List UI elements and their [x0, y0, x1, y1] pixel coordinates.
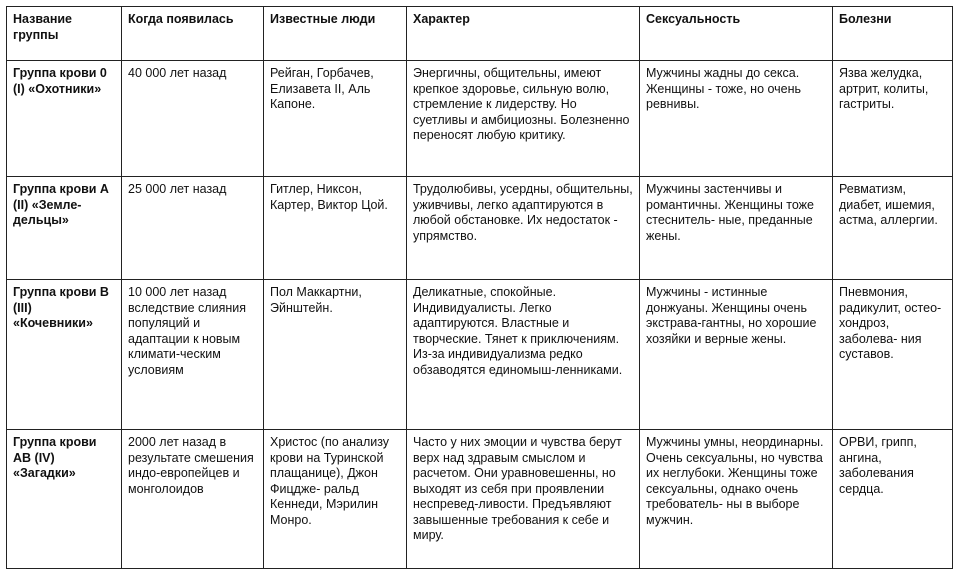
header-when: Когда появилась — [122, 7, 264, 61]
header-sexuality: Сексуальность — [640, 7, 833, 61]
cell-people: Пол Маккартни, Эйнштейн. — [264, 280, 407, 430]
header-people: Известные люди — [264, 7, 407, 61]
cell-when: 25 000 лет назад — [122, 177, 264, 280]
cell-diseases: Язва желудка, артрит, колиты, гастриты. — [833, 61, 953, 177]
cell-character: Трудолюбивы, усердны, общительны, уживчивы, легко адаптируются в любой обстановке. Их недостаток - упрямство. — [407, 177, 640, 280]
cell-people: Гитлер, Никсон, Картер, Виктор Цой. — [264, 177, 407, 280]
cell-when: 2000 лет назад в результате смешения индо-европейцев и монголоидов — [122, 430, 264, 569]
cell-character: Деликатные, спокойные. Индивидуалисты. Легко адаптируются. Властные и творческие. Тянет к приключениям. Из-за индивидуализма редко обзаводятся единомыш-ленниками. — [407, 280, 640, 430]
cell-group: Группа крови 0 (I) «Охотники» — [7, 61, 122, 177]
cell-sexuality: Мужчины жадны до секса. Женщины - тоже, но очень ревнивы. — [640, 61, 833, 177]
cell-diseases: Пневмония, радикулит, остео-хондроз, заболева- ния суставов. — [833, 280, 953, 430]
cell-people: Рейган, Горбачев, Елизавета II, Аль Капоне. — [264, 61, 407, 177]
blood-groups-table — [6, 6, 953, 569]
cell-character: Энергичны, общительны, имеют крепкое здоровье, сильную волю, стремление к лидерству. Но суетливы и амбициозны. Болезненно переносят любую критику. — [407, 61, 640, 177]
cell-sexuality: Мужчины умны, неординарны. Очень сексуальны, но чувства их неглубоки. Женщины тоже сексуальны, однако очень требователь- ны в выборе мужчин. — [640, 430, 833, 569]
header-diseases: Болезни — [833, 7, 953, 61]
table-row — [7, 280, 953, 430]
cell-diseases: Ревматизм, диабет, ишемия, астма, аллергии. — [833, 177, 953, 280]
cell-people: Христос (по анализу крови на Туринской плащанице), Джон Фицдже- ральд Кеннеди, Мэрилин Монро. — [264, 430, 407, 569]
cell-group: Группа крови В (III) «Кочевники» — [7, 280, 122, 430]
cell-group: Группа крови А (II) «Земле-дельцы» — [7, 177, 122, 280]
table-row — [7, 177, 953, 280]
header-group-name: Название группы — [7, 7, 122, 61]
header-character: Характер — [407, 7, 640, 61]
cell-character: Часто у них эмоции и чувства берут верх над здравым смыслом и расчетом. Они уравновешенны, но выходят из себя при проявлении неспревед-ливости. Предъявляют завышенные требования к себе и миру. — [407, 430, 640, 569]
cell-sexuality: Мужчины - истинные донжуаны. Женщины очень экстрава-гантны, но хорошие хозяйки и верные жены. — [640, 280, 833, 430]
header-row — [7, 7, 953, 61]
cell-when: 10 000 лет назад вследствие слияния популяций и адаптации к новым климати-ческим условиям — [122, 280, 264, 430]
cell-sexuality: Мужчины застенчивы и романтичны. Женщины тоже стеснитель- ные, преданные жены. — [640, 177, 833, 280]
table-row — [7, 61, 953, 177]
cell-when: 40 000 лет назад — [122, 61, 264, 177]
cell-diseases: ОРВИ, грипп, ангина, заболевания сердца. — [833, 430, 953, 569]
cell-group: Группа крови АВ (IV) «Загадки» — [7, 430, 122, 569]
table-row — [7, 430, 953, 569]
